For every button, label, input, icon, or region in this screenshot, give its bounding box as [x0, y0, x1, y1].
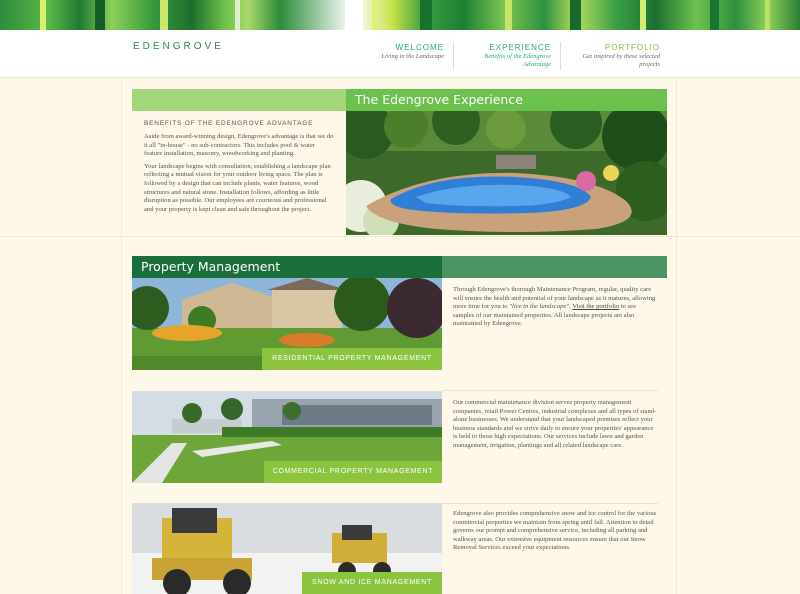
- top-banner: [0, 0, 800, 30]
- nav-welcome-title: WELCOME: [395, 43, 444, 52]
- property-management-title: Property Management: [141, 259, 281, 274]
- site-logo[interactable]: EDENGROVE: [133, 41, 224, 52]
- commercial-description: Our commercial maintenance division serves property management companies, retail Power Centres, industrial complexes and all types of stand-alone businesses. We understand that your landscaped premises reflect your business standards and we strive daily to ensure your properties' appearance is held to those high expectations. Our services include lawn and garden management, irrigation, plantings and all related landscape care.: [453, 399, 657, 449]
- commercial-property-management-button[interactable]: COMMERCIAL PROPERTY MANAGEMENT: [264, 461, 442, 483]
- residential-text-b: .: [569, 303, 571, 311]
- visit-portfolio-link[interactable]: Visit the portfolio: [572, 303, 620, 311]
- nav-divider: [560, 42, 561, 70]
- residential-description: [453, 286, 658, 329]
- nav-experience-title: EXPERIENCE: [489, 43, 551, 52]
- nav-welcome-subtitle: Living in the Landscape: [381, 53, 444, 60]
- service-divider: [442, 390, 658, 391]
- site-header: [0, 30, 800, 78]
- experience-bar-left: [132, 89, 346, 111]
- snow-and-ice-management-button[interactable]: SNOW AND ICE MANAGEMENT: [302, 572, 442, 594]
- experience-paragraph-2: Your landscape begins with consultation, establishing a landscape plan reflecting a mutual vision for your outdoor living space. The plan is followed by a design that can include plants, water features, wood structures and natural stone. Installation follows, affording as little disruption as possible. Our employees are courteous and professional and your property is kept clean and safe throughout the project.: [144, 162, 331, 213]
- residential-property-management-button[interactable]: RESIDENTIAL PROPERTY MANAGEMENT: [262, 348, 442, 370]
- snow-description: Edengrove also provides comprehensive snow and ice control for the various commercial properties we maintain from spring until fall. Attention to detail governs our prompt and comprehensive service, including all parking and walkway areas. Our extensive equipment resources ensure that our Snow Removal Services exceed your expectations.: [453, 510, 657, 552]
- nav-divider: [453, 42, 454, 70]
- property-management-bar-right: [442, 256, 667, 278]
- residential-text-c: to see samples of our maintained properties. All landscape projects are also maintained by Edengrove.: [453, 303, 637, 328]
- service-divider: [442, 503, 658, 504]
- nav-portfolio-subtitle: Get inspired by these selected projects: [582, 53, 660, 68]
- nav-experience-subtitle: Benefits of the Edengrove Advantage: [484, 53, 551, 68]
- experience-text: [132, 111, 346, 235]
- residential-text-a: Through Edengrove's thorough Maintenance Program, regular, quality care will ensure the health and potential of your landscape as it matures, allowing more time for you to: [453, 286, 656, 311]
- nav-welcome[interactable]: [360, 43, 444, 61]
- pool-photo: [346, 111, 667, 235]
- experience-title: The Edengrove Experience: [355, 92, 523, 107]
- experience-paragraph-1: Aside from award-winning design, Edengrove's advantage is that we do it all "in-house" - no sub-contractors. This includes pool & water feature installation, masonry, woodworking and planting.: [144, 133, 334, 158]
- nav-portfolio[interactable]: [580, 43, 660, 69]
- experience-subhead: BENEFITS OF THE EDENGROVE ADVANTAGE: [144, 120, 314, 127]
- nav-experience[interactable]: [470, 43, 551, 69]
- residential-text-italic: "live in the landscape": [509, 303, 570, 311]
- section-divider: [0, 236, 800, 237]
- nav-portfolio-title: PORTFOLIO: [604, 43, 660, 52]
